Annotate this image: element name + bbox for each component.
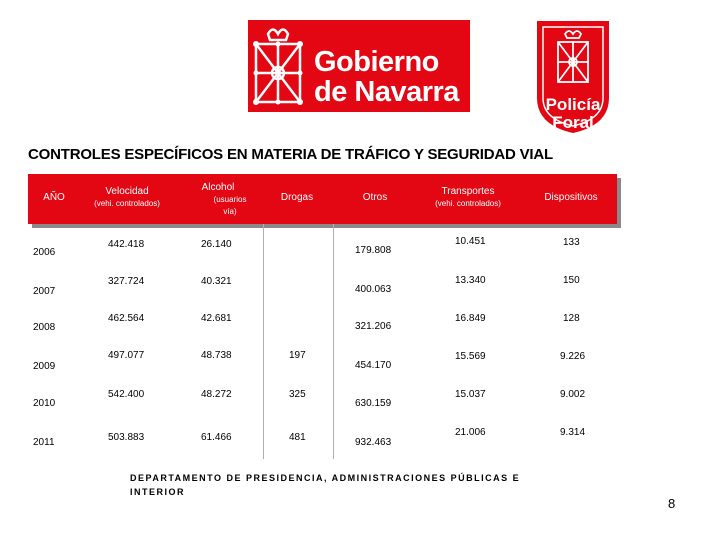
cell-dispositivos: 9.314 <box>560 427 586 438</box>
cell-alcohol: 26.140 <box>201 239 232 250</box>
cell-anio: 2006 <box>33 247 56 258</box>
header-anio: AÑO <box>43 192 65 203</box>
header-velocidad <box>82 186 172 210</box>
cell-transportes: 15.569 <box>455 351 486 362</box>
footer-department: DEPARTAMENTO DE PRESIDENCIA, ADMINISTRACIONES PÚBLICAS E INTERIOR <box>130 473 521 497</box>
cell-transportes: 21.006 <box>455 427 486 438</box>
cell-dispositivos: 9.002 <box>560 389 586 400</box>
cell-alcohol: 48.738 <box>201 350 232 361</box>
cell-transportes: 10.451 <box>455 236 486 247</box>
page-title: CONTROLES ESPECÍFICOS EN MATERIA DE TRÁFICO Y SEGURIDAD VIAL <box>28 146 553 163</box>
page-number: 8 <box>668 496 676 511</box>
header-alcohol-sub: (usuarios vía) <box>213 195 247 216</box>
gobierno-de-navarra-logo <box>248 20 470 112</box>
cell-velocidad: 442.418 <box>108 239 145 250</box>
header-velocidad-label: Velocidad <box>105 186 149 197</box>
cell-transportes: 15.037 <box>455 389 486 400</box>
cell-alcohol: 48.272 <box>201 389 232 400</box>
header-drogas: Drogas <box>280 192 314 203</box>
cell-alcohol: 42.681 <box>201 313 232 324</box>
header-dispositivos: Dispositivos <box>544 192 598 203</box>
cell-alcohol: 40.321 <box>201 276 232 287</box>
cell-otros: 454.170 <box>355 360 392 371</box>
cell-velocidad: 497.077 <box>108 350 145 361</box>
cell-dispositivos: 9.226 <box>560 351 586 362</box>
cell-otros: 179.808 <box>355 245 392 256</box>
cell-transportes: 13.340 <box>455 275 486 286</box>
cell-anio: 2007 <box>33 286 56 297</box>
cell-otros: 932.463 <box>355 437 392 448</box>
cell-velocidad: 462.564 <box>108 313 145 324</box>
cell-otros: 400.063 <box>355 284 392 295</box>
cell-otros: 630.159 <box>355 398 392 409</box>
cell-otros: 321.206 <box>355 321 392 332</box>
logo-text-de-navarra: de Navarra <box>314 76 459 108</box>
header-transportes <box>420 186 516 210</box>
header-velocidad-sub: (vehi. controlados) <box>94 199 160 208</box>
policia-foral-badge <box>534 20 612 134</box>
column-divider <box>263 224 264 459</box>
header-alcohol-label: Alcohol <box>201 182 235 193</box>
header-transportes-sub: (vehi. controlados) <box>435 199 501 208</box>
cell-anio: 2008 <box>33 322 56 333</box>
cell-velocidad: 327.724 <box>108 276 145 287</box>
column-divider <box>333 224 334 459</box>
logo-text-gobierno: Gobierno <box>314 46 439 78</box>
cell-drogas: 325 <box>289 389 306 400</box>
badge-text-foral: Foral <box>552 113 594 132</box>
header-transportes-label: Transportes <box>441 186 495 197</box>
badge-text-policia: Policía <box>545 95 601 114</box>
cell-velocidad: 503.883 <box>108 432 145 443</box>
cell-alcohol: 61.466 <box>201 432 232 443</box>
header-alcohol <box>188 182 248 218</box>
cell-velocidad: 542.400 <box>108 389 145 400</box>
cell-anio: 2011 <box>33 437 55 448</box>
cell-anio: 2010 <box>33 398 56 409</box>
header-otros: Otros <box>362 192 388 203</box>
cell-dispositivos: 133 <box>563 237 580 248</box>
cell-drogas: 481 <box>289 432 306 443</box>
cell-dispositivos: 128 <box>563 313 580 324</box>
table-header <box>28 174 617 224</box>
cell-anio: 2009 <box>33 361 56 372</box>
cell-drogas: 197 <box>289 350 306 361</box>
cell-transportes: 16.849 <box>455 313 486 324</box>
cell-dispositivos: 150 <box>563 275 580 286</box>
